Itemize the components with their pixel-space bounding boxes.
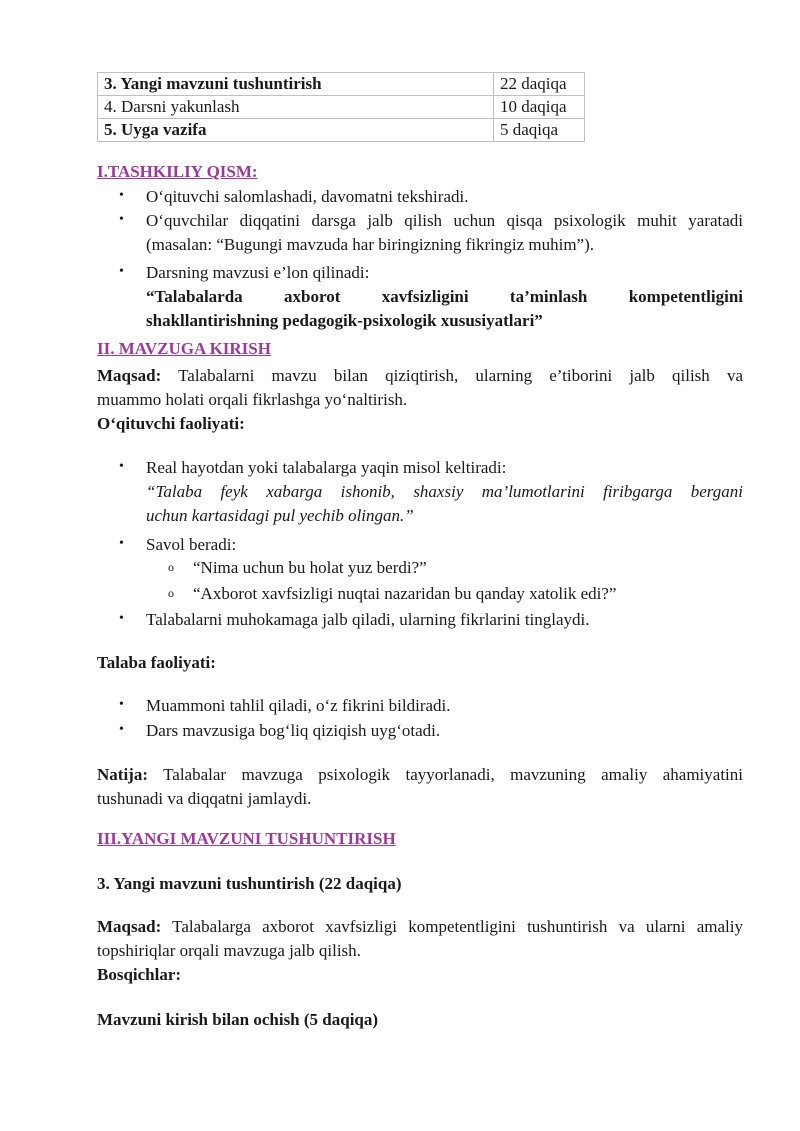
goal-text: topshiriqlar orqali mavzuga jalb qilish.	[97, 941, 361, 960]
list-item: Muammoni tahlil qiladi, o‘z fikrini bildiradi.	[146, 696, 451, 715]
student-activity-title: Talaba faoliyati:	[97, 653, 216, 672]
list-item: O‘quvchilar diqqatini darsga jalb qilish uchun qisqa psixologik muhit yaratadi	[146, 211, 743, 230]
bullet-icon: •	[119, 611, 124, 626]
lesson-topic: shakllantirishning pedagogik-psixologik xususiyatlari”	[146, 311, 543, 330]
circle-bullet-icon: o	[168, 560, 174, 574]
goal-text: muammo holati orqali fikrlashga yo‘naltirish.	[97, 390, 408, 409]
subsection-title: 3. Yangi mavzuni tushuntirish (22 daqiqa)	[97, 874, 402, 893]
lesson-plan-table	[97, 72, 585, 142]
list-item: Talabalarni muhokamaga jalb qiladi, ularning fikrlarini tinglaydi.	[146, 610, 590, 629]
goal-label: Maqsad:	[97, 917, 162, 936]
circle-bullet-icon: o	[168, 586, 174, 600]
goal-paragraph	[97, 364, 743, 388]
example-quote: “Talaba feyk xabarga ishonib, shaxsiy ma’lumotlarini firibgarga bergani	[146, 482, 743, 501]
table-cell-step: 3. Yangi mavzuni tushuntirish	[98, 73, 494, 96]
section-heading: III.YANGI MAVZUNI TUSHUNTIRISH	[97, 829, 396, 848]
result-text: Talabalar mavzuga psixologik tayyorlanadi, mavzuning amaliy ahamiyatini	[147, 765, 743, 784]
section-heading: II. MAVZUGA KIRISH	[97, 339, 271, 358]
bullet-icon: •	[119, 188, 124, 203]
bullet-icon: •	[119, 459, 124, 474]
teacher-activity-title: O‘qituvchi faoliyati:	[97, 414, 245, 433]
table-cell-time: 22 daqiqa	[494, 73, 585, 96]
sub-list-item: “Nima uchun bu holat yuz berdi?”	[193, 558, 427, 577]
table-cell-step: 5. Uyga vazifa	[98, 119, 494, 142]
sub-list-item: “Axborot xavfsizligi nuqtai nazaridan bu qanday xatolik edi?”	[193, 584, 617, 603]
bullet-icon: •	[119, 264, 124, 279]
bullet-icon: •	[119, 697, 124, 712]
table-row	[98, 96, 585, 119]
example-quote: uchun kartasidagi pul yechib olingan.”	[146, 506, 414, 525]
table-cell-time: 5 daqiqa	[494, 119, 585, 142]
result-label: Natija:	[97, 765, 148, 784]
bullet-icon: •	[119, 212, 124, 227]
result-text: tushunadi va diqqatni jamlaydi.	[97, 789, 312, 808]
bullet-icon: •	[119, 722, 124, 737]
section-heading: I.TASHKILIY QISM:	[97, 162, 258, 181]
goal-text: Talabalarni mavzu bilan qiziqtirish, ularning e’tiborini jalb qilish va	[161, 366, 743, 385]
table-row	[98, 73, 585, 96]
stages-title: Bosqichlar:	[97, 965, 182, 984]
stage-title: Mavzuni kirish bilan ochish (5 daqiqa)	[97, 1010, 379, 1029]
list-item: Savol beradi:	[146, 535, 237, 554]
list-item: Darsning mavzusi e’lon qilinadi:	[146, 263, 370, 282]
table-cell-step: 4. Darsni yakunlash	[98, 96, 494, 119]
list-item: Real hayotdan yoki talabalarga yaqin misol keltiradi:	[146, 458, 507, 477]
goal-text: Talabalarga axborot xavfsizligi kompetentligini tushuntirish va ularni amaliy	[161, 917, 743, 936]
result-paragraph	[97, 763, 743, 787]
list-item: Dars mavzusiga bog‘liq qiziqish uyg‘otadi.	[146, 721, 441, 740]
list-item-continuation: (masalan: “Bugungi mavzuda har biringizning fikringiz muhim”).	[146, 235, 595, 254]
lesson-topic: “Talabalarda axborot xavfsizligini ta’minlash kompetentligini	[146, 287, 743, 306]
bullet-icon: •	[119, 536, 124, 551]
table-cell-time: 10 daqiqa	[494, 96, 585, 119]
goal-paragraph	[97, 915, 743, 939]
goal-label: Maqsad:	[97, 366, 162, 385]
table-row	[98, 119, 585, 142]
list-item: O‘qituvchi salomlashadi, davomatni tekshiradi.	[146, 187, 469, 206]
